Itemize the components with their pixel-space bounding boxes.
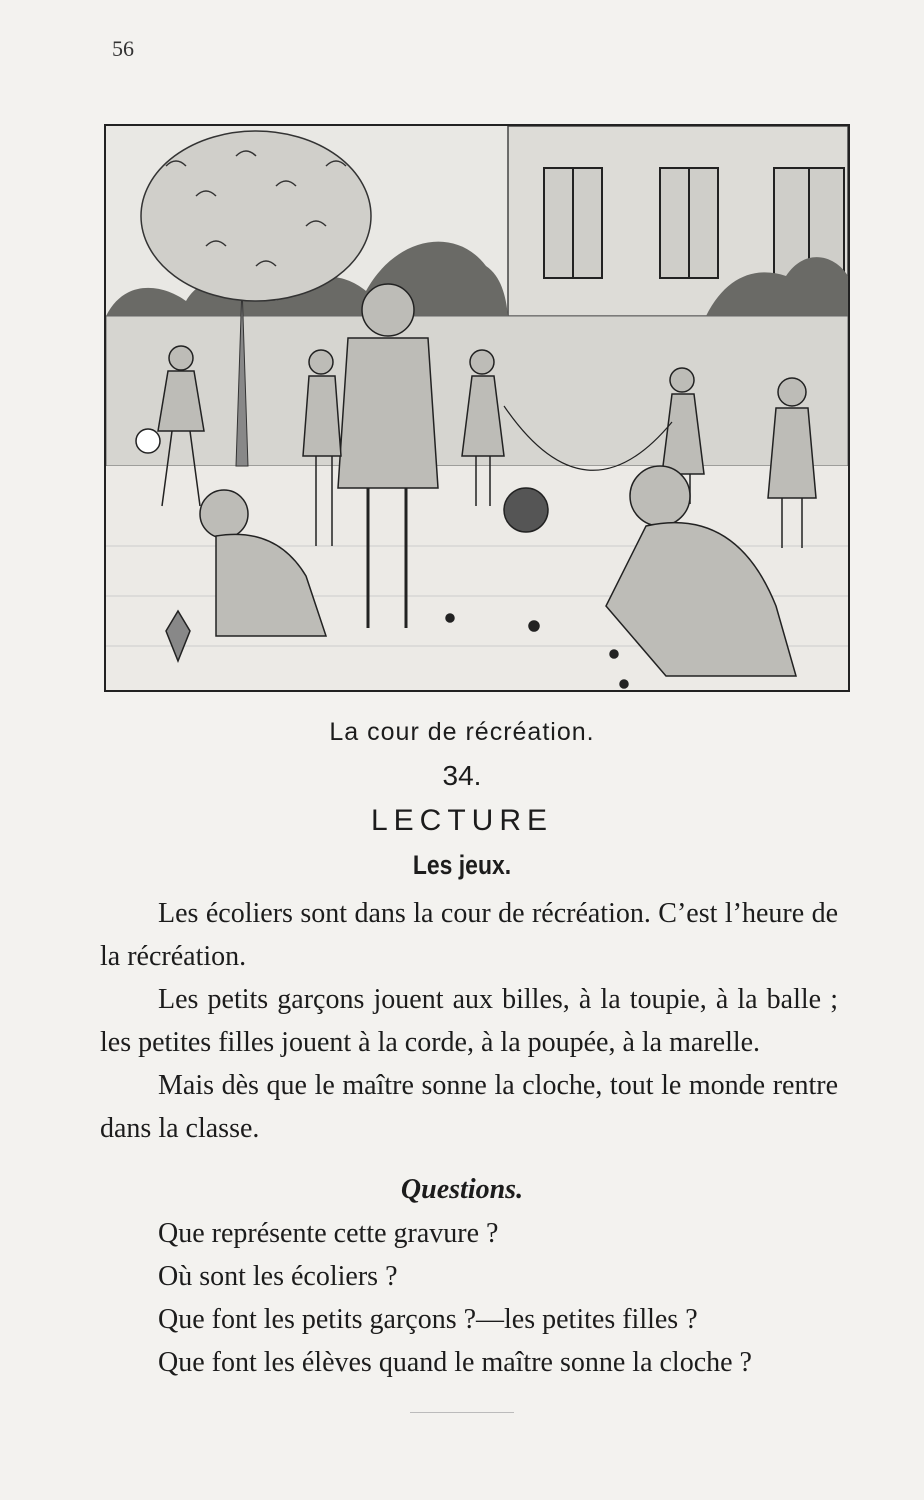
paragraph: Les petits garçons jouent aux billes, à la toupie, à la balle ; les petites filles jouent à la corde, à la poupée, à la marelle.: [100, 984, 838, 1058]
lesson-title: Les jeux.: [412, 850, 512, 880]
questions-heading: Questions.: [400, 1174, 524, 1205]
page-number: 56: [112, 36, 134, 61]
closing-rule: [410, 1412, 514, 1413]
schoolyard-drawing: [106, 126, 848, 690]
paragraph: Mais dès que le maître sonne la cloche, tout le monde rentre dans la classe.: [100, 1070, 838, 1144]
question-item: Que représente cette gravure ?: [158, 1218, 499, 1249]
paragraph: Les écoliers sont dans la cour de récréation. C’est l’heure de la récréation.: [100, 898, 838, 972]
illustration-caption: La cour de récréation.: [329, 718, 595, 746]
building-windows: [544, 168, 844, 278]
reading-text: [100, 892, 838, 1150]
schoolyard-illustration: [104, 124, 850, 692]
lesson-number: 34.: [442, 760, 482, 791]
question-item: Que font les élèves quand le maître sonne la cloche ?: [158, 1347, 752, 1378]
section-heading: LECTURE: [370, 804, 554, 837]
question-item: Où sont les écoliers ?: [158, 1261, 398, 1292]
question-item: Que font les petits garçons ?—les petites filles ?: [158, 1304, 698, 1335]
questions-list: [100, 1212, 838, 1384]
